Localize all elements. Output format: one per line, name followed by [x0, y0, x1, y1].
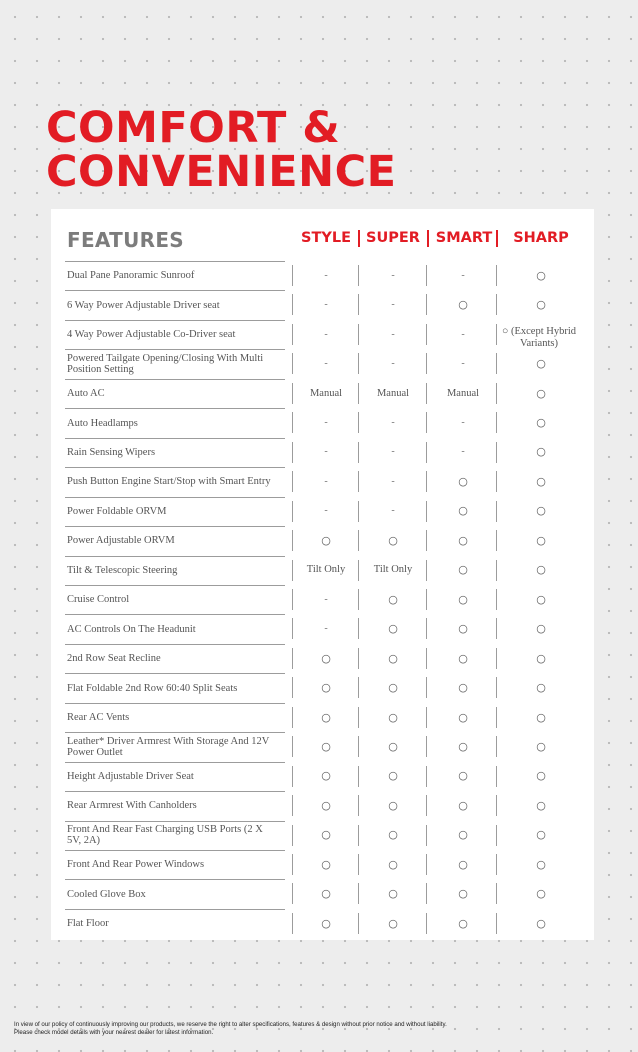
- table-row: [51, 320, 594, 350]
- value-cell-sharp: ○: [536, 916, 546, 930]
- value-cell-style: ○: [321, 916, 331, 930]
- value-cell-style: ○: [321, 710, 331, 724]
- value-cell-style: -: [324, 299, 328, 311]
- value-cell-smart: ○: [458, 622, 468, 636]
- value-cell-sharp: ○: [536, 533, 546, 547]
- feature-name: Auto AC: [67, 388, 105, 400]
- value-cell-smart: -: [461, 417, 465, 428]
- value-cell-sharp: ○: [536, 386, 546, 400]
- table-row: [51, 408, 594, 438]
- value-cell-smart: ○: [458, 681, 468, 695]
- table-row: [51, 791, 594, 821]
- value-cell-super: ○: [388, 887, 398, 901]
- value-cell-smart: ○: [458, 504, 468, 518]
- value-cell-smart: -: [461, 328, 465, 340]
- value-cell-sharp: ○: [536, 857, 546, 871]
- value-cell-smart: ○: [458, 533, 468, 547]
- variant-header-style: STYLE: [301, 230, 351, 246]
- feature-name: 6 Way Power Adjustable Driver seat: [67, 299, 220, 311]
- feature-name: Dual Pane Panoramic Sunroof: [67, 270, 195, 282]
- table-row: [51, 909, 594, 939]
- table-row: [51, 879, 594, 909]
- value-cell-sharp: ○: [536, 887, 546, 901]
- variant-header-smart: SMART: [435, 230, 493, 246]
- value-cell-smart: ○: [458, 857, 468, 871]
- value-cell-style: Tilt Only: [306, 564, 346, 576]
- value-cell-super: ○: [388, 592, 398, 606]
- value-cell-super: ○: [388, 622, 398, 636]
- title-line-2: CONVENIENCE: [46, 147, 397, 197]
- feature-name: Power Foldable ORVM: [67, 505, 167, 517]
- features-heading: FEATURES: [67, 228, 184, 252]
- value-cell-style: -: [324, 505, 328, 517]
- feature-name: Leather* Driver Armrest With Storage And 12V Power Outlet: [67, 735, 270, 758]
- table-row: [51, 703, 594, 733]
- feature-name: AC Controls On The Headunit: [67, 623, 196, 635]
- value-cell-super: -: [391, 475, 395, 487]
- feature-name: Tilt & Telescopic Steering: [67, 564, 178, 576]
- value-cell-style: -: [324, 623, 328, 635]
- feature-name: Rear AC Vents: [67, 712, 130, 723]
- value-cell-smart: ○: [458, 592, 468, 606]
- title-line-1: COMFORT &: [46, 103, 341, 153]
- table-row: [51, 261, 594, 291]
- value-cell-sharp: ○: [536, 739, 546, 753]
- value-cell-super: ○: [388, 798, 398, 812]
- variant-header-sharp: SHARP: [513, 230, 569, 246]
- value-cell-style: ○: [321, 651, 331, 665]
- value-cell-smart: -: [461, 269, 465, 281]
- table-row: [51, 349, 594, 379]
- value-cell-super: -: [391, 299, 395, 311]
- feature-name: Push Button Engine Start/Stop with Smart Entry: [67, 476, 271, 488]
- value-cell-sharp: ○: [536, 681, 546, 695]
- value-cell-smart: ○: [458, 298, 468, 312]
- value-cell-super: ○: [388, 857, 398, 871]
- table-row: [51, 850, 594, 880]
- value-cell-sharp: ○ (Except Hybrid Variants): [502, 325, 576, 349]
- value-cell-sharp: ○: [536, 710, 546, 724]
- table-row: [51, 556, 594, 586]
- value-cell-smart: ○: [458, 887, 468, 901]
- value-cell-sharp: ○: [536, 268, 546, 282]
- value-cell-smart: -: [461, 358, 465, 370]
- table-row: [51, 644, 594, 674]
- value-cell-sharp: ○: [536, 474, 546, 488]
- feature-name: Powered Tailgate Opening/Closing With Multi Position Setting: [67, 353, 264, 376]
- value-cell-super: ○: [388, 828, 398, 842]
- value-cell-super: -: [391, 417, 395, 428]
- header-divider: [496, 230, 498, 247]
- value-cell-super: -: [391, 446, 395, 458]
- value-cell-sharp: ○: [536, 504, 546, 518]
- value-cell-smart: ○: [458, 769, 468, 783]
- feature-name: Cooled Glove Box: [67, 888, 146, 900]
- features-table: [51, 209, 594, 940]
- value-cell-style: -: [324, 358, 328, 370]
- value-cell-smart: ○: [458, 474, 468, 488]
- value-cell-super: ○: [388, 769, 398, 783]
- feature-name: Front And Rear Fast Charging USB Ports (2 X 5V, 2A): [67, 824, 263, 847]
- value-cell-style: ○: [321, 828, 331, 842]
- value-cell-super: -: [391, 269, 395, 281]
- value-cell-sharp: ○: [536, 651, 546, 665]
- value-cell-style: Manual: [309, 387, 343, 399]
- value-cell-smart: ○: [458, 828, 468, 842]
- value-cell-sharp: ○: [536, 769, 546, 783]
- value-cell-style: -: [324, 593, 328, 605]
- table-row: [51, 614, 594, 644]
- value-cell-smart: ○: [458, 710, 468, 724]
- value-cell-super: ○: [388, 739, 398, 753]
- feature-name: Rain Sensing Wipers: [67, 446, 156, 458]
- table-row: [51, 467, 594, 497]
- feature-name: Rear Armrest With Canholders: [67, 800, 197, 812]
- variant-header-super: SUPER: [366, 230, 420, 246]
- value-cell-style: ○: [321, 798, 331, 812]
- value-cell-sharp: ○: [536, 357, 546, 371]
- disclaimer-line-2: Please check model details with your nearest dealer for latest information.: [14, 1029, 214, 1036]
- value-cell-sharp: ○: [536, 445, 546, 459]
- value-cell-style: ○: [321, 739, 331, 753]
- value-cell-smart: ○: [458, 563, 468, 577]
- value-cell-style: -: [324, 417, 328, 428]
- value-cell-smart: -: [461, 446, 465, 458]
- table-row: [51, 526, 594, 556]
- feature-name: Auto Headlamps: [67, 417, 138, 429]
- disclaimer-line-1: In view of our policy of continuously improving our products, we reserve the right to alter specifications, features & design without prior notice and without liability.: [14, 1021, 447, 1028]
- value-cell-super: -: [391, 505, 395, 517]
- feature-name: 4 Way Power Adjustable Co-Driver seat: [67, 329, 236, 341]
- table-row: [51, 497, 594, 527]
- table-row: [51, 290, 594, 320]
- value-cell-super: ○: [388, 651, 398, 665]
- value-cell-style: -: [324, 475, 328, 487]
- value-cell-smart: Manual: [446, 387, 480, 399]
- disclaimer: [14, 1021, 614, 1037]
- value-cell-sharp: ○: [536, 828, 546, 842]
- feature-name: Flat Foldable 2nd Row 60:40 Split Seats: [67, 682, 238, 694]
- value-cell-sharp: ○: [536, 563, 546, 577]
- value-cell-sharp: ○: [536, 622, 546, 636]
- feature-name: Height Adjustable Driver Seat: [67, 770, 194, 782]
- value-cell-style: -: [324, 446, 328, 458]
- feature-name: Front And Rear Power Windows: [67, 859, 205, 871]
- table-row: [51, 732, 594, 762]
- value-cell-super: Manual: [376, 387, 410, 399]
- table-row: [51, 762, 594, 792]
- value-cell-sharp: ○: [536, 416, 546, 429]
- value-cell-style: ○: [321, 533, 331, 547]
- table-row: [51, 379, 594, 409]
- feature-name: Power Adjustable ORVM: [67, 535, 175, 547]
- value-cell-style: ○: [321, 887, 331, 901]
- value-cell-style: ○: [321, 769, 331, 783]
- value-cell-super: ○: [388, 533, 398, 547]
- value-cell-style: ○: [321, 681, 331, 695]
- value-cell-smart: ○: [458, 916, 468, 930]
- value-cell-style: -: [324, 269, 328, 281]
- page-title: [46, 103, 397, 197]
- value-cell-smart: ○: [458, 739, 468, 753]
- table-row: [51, 673, 594, 703]
- value-cell-style: -: [324, 328, 328, 340]
- feature-name: Flat Floor: [67, 918, 109, 930]
- value-cell-super: Tilt Only: [373, 564, 413, 576]
- table-row: [51, 438, 594, 468]
- value-cell-sharp: ○: [536, 798, 546, 812]
- value-cell-super: ○: [388, 916, 398, 930]
- value-cell-smart: ○: [458, 798, 468, 812]
- value-cell-sharp: ○: [536, 592, 546, 606]
- value-cell-super: ○: [388, 710, 398, 724]
- feature-name: Cruise Control: [67, 594, 130, 606]
- table-row: [51, 821, 594, 851]
- value-cell-style: ○: [321, 857, 331, 871]
- value-cell-super: -: [391, 328, 395, 340]
- value-cell-smart: ○: [458, 651, 468, 665]
- value-cell-super: ○: [388, 681, 398, 695]
- value-cell-super: -: [391, 358, 395, 370]
- table-row: [51, 585, 594, 615]
- value-cell-sharp: ○: [536, 298, 546, 312]
- feature-name: 2nd Row Seat Recline: [67, 653, 161, 665]
